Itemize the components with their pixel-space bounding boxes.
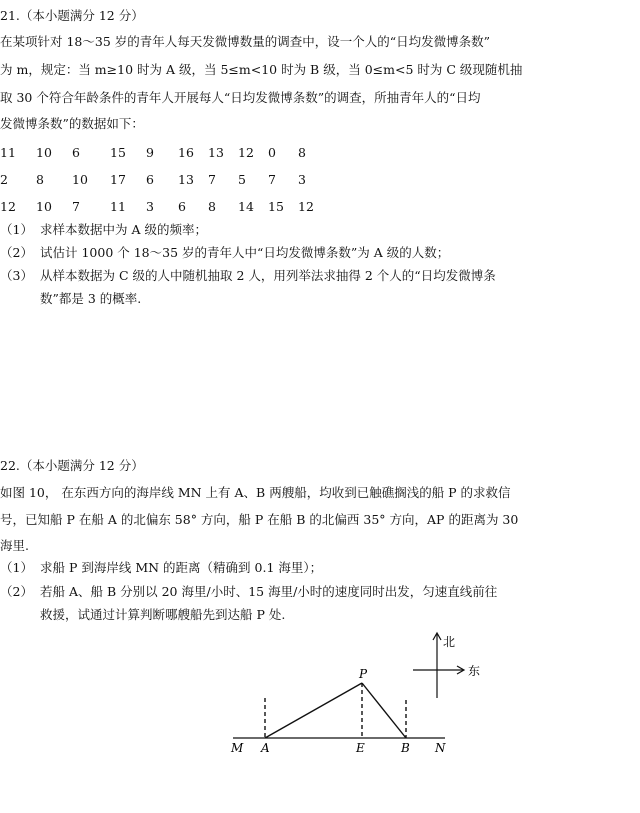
data-cell: 11: [0, 145, 16, 160]
point-label-e: E: [356, 741, 365, 755]
problem-21-intro-line-1: 在某项针对 18～35 岁的青年人每天发微博数量的调查中，设一个人的“日均发微博条数”: [0, 34, 491, 49]
data-cell: 7: [72, 199, 80, 214]
geometry-figure: [225, 628, 485, 758]
data-cell: 10: [36, 145, 52, 160]
data-cell: 7: [208, 172, 216, 187]
data-cell: 15: [268, 199, 284, 214]
problem-21-intro-line-4: 发微博条数”的数据如下：: [0, 116, 144, 131]
segment-ap: [265, 683, 362, 738]
problem-22-intro-line-3: 海里.: [0, 538, 29, 553]
compass: [413, 633, 480, 698]
point-label-m: M: [231, 741, 244, 755]
question-text: 从样本数据为 C 级的人中随机抽取 2 人，用列举法求抽得 2 个人的“日均发微博条: [40, 268, 496, 283]
data-cell: 10: [72, 172, 88, 187]
data-cell: 8: [36, 172, 44, 187]
data-cell: 2: [0, 172, 8, 187]
question-text: 若船 A、船 B 分别以 20 海里/小时、15 海里/小时的速度同时出发，匀速直线前往: [40, 584, 498, 599]
data-cell: 0: [268, 145, 276, 160]
problem-22-intro-line-2: 号，已知船 P 在船 A 的北偏东 58° 方向，船 P 在船 B 的北偏西 35° 方向，AP 的距离为 30: [0, 512, 519, 527]
question-text: 救援，试通过计算判断哪艘船先到达船 P 处.: [40, 607, 286, 622]
data-cell: 7: [268, 172, 276, 187]
problem-21-header: 21.（本小题满分 12 分）: [0, 8, 144, 23]
data-cell: 16: [178, 145, 194, 160]
data-cell: 10: [36, 199, 52, 214]
data-cell: 5: [238, 172, 246, 187]
problem-21-intro-line-3: 取 30 个符合年龄条件的青年人开展每人“日均发微博条数”的调查，所抽青年人的“日均: [0, 90, 481, 105]
compass-north-label: 北: [443, 635, 456, 649]
data-cell: 17: [110, 172, 126, 187]
problem-21-intro-line-2: 为 m，规定：当 m≥10 时为 A 级，当 5≤m<10 时为 B 级，当 0≤m<5 时为 C 级现随机抽: [0, 62, 523, 77]
data-cell: 15: [110, 145, 126, 160]
question-number: （1）: [0, 222, 33, 237]
data-cell: 8: [298, 145, 306, 160]
question-text: 求船 P 到海岸线 MN 的距离（精确到 0.1 海里）；: [40, 560, 323, 575]
data-cell: 6: [72, 145, 80, 160]
point-label-b: B: [401, 741, 410, 755]
question-number: （2）: [0, 584, 33, 599]
question-text: 数”都是 3 的概率.: [40, 291, 142, 306]
data-cell: 3: [146, 199, 154, 214]
data-cell: 11: [110, 199, 126, 214]
question-number: （3）: [0, 268, 33, 283]
segment-pb: [362, 683, 406, 738]
data-cell: 8: [208, 199, 216, 214]
data-cell: 3: [298, 172, 306, 187]
point-label-n: N: [435, 741, 446, 755]
problem-22-header: 22.（本小题满分 12 分）: [0, 458, 144, 473]
data-cell: 9: [146, 145, 154, 160]
question-number: （2）: [0, 245, 33, 260]
point-label-p: P: [359, 667, 368, 681]
point-label-a: A: [261, 741, 270, 755]
data-cell: 13: [178, 172, 194, 187]
question-text: 试估计 1000 个 18～35 岁的青年人中“日均发微博条数”为 A 级的人数；: [40, 245, 450, 260]
data-cell: 13: [208, 145, 224, 160]
question-number: （1）: [0, 560, 33, 575]
data-cell: 6: [146, 172, 154, 187]
question-text: 求样本数据中为 A 级的频率；: [40, 222, 207, 237]
data-cell: 6: [178, 199, 186, 214]
data-cell: 12: [0, 199, 16, 214]
data-cell: 14: [238, 199, 254, 214]
data-cell: 12: [238, 145, 254, 160]
problem-22-intro-line-1: 如图 10， 在东西方向的海岸线 MN 上有 A、B 两艘船，均收到已触礁搁浅的船 P 的求救信: [0, 485, 511, 500]
data-cell: 12: [298, 199, 314, 214]
compass-east-label: 东: [468, 664, 481, 678]
